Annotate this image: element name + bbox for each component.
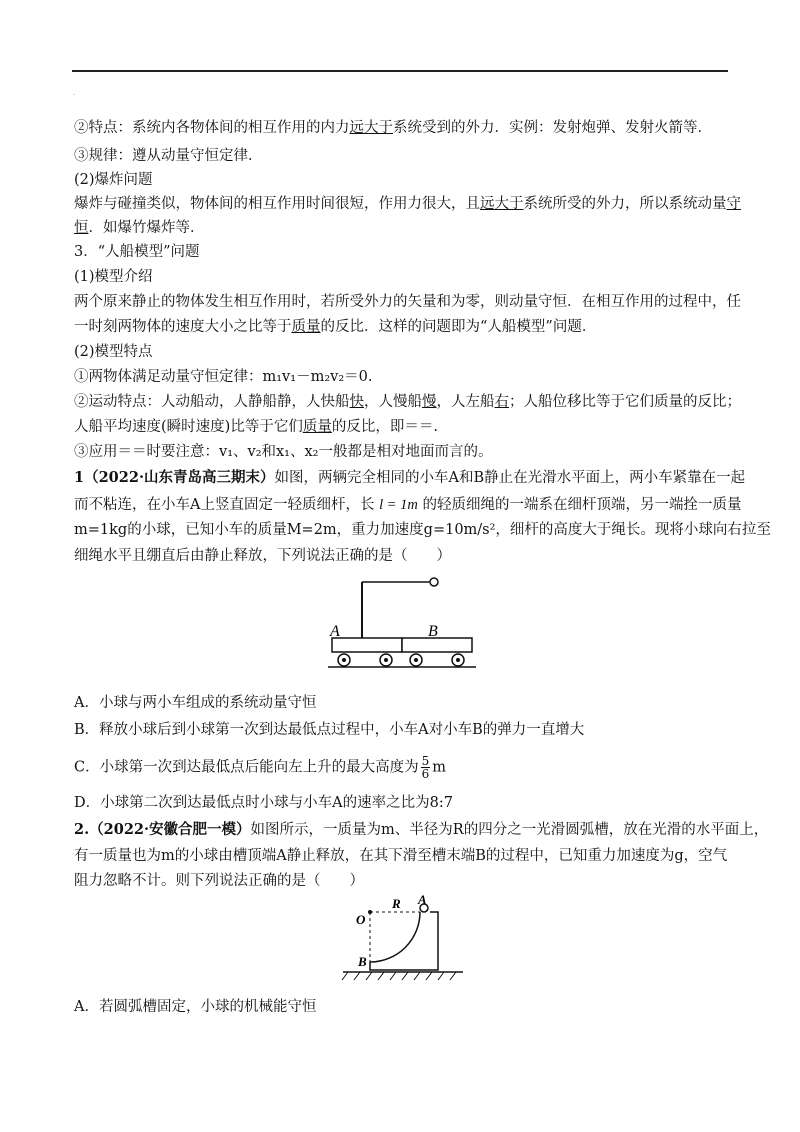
underlined-text: 远大于 — [480, 196, 524, 212]
underlined-text: 慢 — [422, 394, 437, 410]
q1-line-2 — [74, 495, 742, 515]
text-line-11: ①两物体满足动量守恒定律：m₁v₁－m₂v₂＝0. — [74, 369, 373, 385]
text: 人船平均速度(瞬时速度)比等于它们 — [74, 419, 303, 435]
underlined-text: 快 — [349, 394, 364, 410]
ball — [430, 578, 438, 586]
text: 系统受到的外力．实例：发射炮弹、发射火箭等． — [393, 120, 712, 136]
question-number: 1（2022·山东青岛高三期末） — [74, 469, 275, 486]
text-line-6: 3．“人船模型”问题 — [74, 244, 200, 260]
arc-surface — [370, 912, 420, 962]
text: 一时刻两物体的速度大小之比等于 — [74, 319, 292, 335]
underlined-text: 远大于 — [349, 120, 393, 136]
label-a: A — [330, 623, 340, 640]
text: 而不粘连，在小车A上竖直固定一轻质细杆，长 — [74, 497, 375, 513]
text: ②运动特点：人动船动，人静船静，人快船 — [74, 394, 350, 410]
label-b: B — [358, 954, 367, 969]
header-rule — [72, 70, 728, 72]
center-point — [368, 910, 372, 914]
text-line-1 — [74, 118, 712, 138]
ground-hatch — [342, 972, 456, 980]
underlined-text: 恒 — [74, 220, 89, 236]
q2-line-3: 阻力忽略不计。则下列说法正确的是（ ） — [74, 873, 364, 889]
text: ，人左船 — [436, 394, 495, 410]
text-line-8: 两个原来静止的物体发生相互作用时，若所受外力的矢量和为零，则动量守恒．在相互作用的过程中，任 — [74, 294, 741, 310]
question-number: 2.（2022·安徽合肥一模） — [74, 821, 251, 838]
carts-figure — [322, 574, 482, 674]
unit: m — [432, 759, 446, 776]
text-line-2: ③规律：遵从动量守恒定律． — [74, 148, 263, 164]
text: ；人船位移比等于它们质量的反比； — [509, 394, 741, 410]
text: 的轻质细绳的一端系在细杆顶端，另一端拴一质量 — [422, 497, 742, 513]
numerator: 5 — [421, 754, 430, 768]
q1-option-d: D．小球第二次到达最低点时小球与小车A的速率之比为8:7 — [74, 795, 453, 811]
axle — [414, 658, 418, 662]
text-line-14: ③应用＝＝时要注意：v₁、v₂和x₁、x₂一般都是相对地面而言的。 — [74, 444, 493, 460]
marker-dot: . — [73, 90, 75, 97]
text: ，人慢船 — [364, 394, 422, 410]
underlined-text: 右 — [494, 394, 509, 410]
label-a: A — [418, 894, 427, 907]
fraction — [421, 755, 431, 780]
cart-b — [402, 638, 472, 652]
label-b: B — [428, 623, 438, 640]
q1-option-c — [74, 755, 446, 780]
text: ②特点：系统内各物体间的相互作用的内力 — [74, 120, 350, 136]
q2-line-2: 有一质量也为m的小球由槽顶端A静止释放，在其下滑至槽末端B的过程中，已知重力加速度为g，空气 — [74, 848, 728, 864]
arc-groove-figure — [338, 894, 468, 994]
cart-a — [332, 638, 402, 652]
q2-option-a: A．若圆弧槽固定，小球的机械能守恒 — [74, 999, 317, 1015]
q1-option-a: A．小球与两小车组成的系统动量守恒 — [74, 695, 317, 711]
axle — [342, 658, 346, 662]
text: 爆炸与碰撞类似，物体间的相互作用时间很短，作用力很大，且 — [74, 196, 480, 212]
denominator: 6 — [421, 767, 430, 781]
text-line-12 — [74, 392, 741, 412]
text: 系统所受的外力，所以系统动量 — [523, 196, 727, 212]
q1-line-1 — [74, 468, 745, 488]
axle — [384, 658, 388, 662]
text-line-3: (2)爆炸问题 — [74, 172, 153, 188]
text-line-5 — [74, 218, 205, 238]
text-line-13 — [74, 417, 438, 437]
text-line-9 — [74, 317, 596, 337]
label-r: R — [392, 896, 401, 911]
text: 如图所示，一质量为m、半径为R的四分之一光滑圆弧槽，放在光滑的水平面上， — [250, 822, 769, 838]
text-line-4 — [74, 194, 741, 214]
text: C．小球第一次到达最低点后能向左上升的最大高度为 — [74, 759, 419, 776]
underlined-text: 守 — [726, 196, 741, 212]
text-line-10: (2)模型特点 — [74, 344, 153, 360]
q1-option-b: B．释放小球后到小球第一次到达最低点过程中，小车A对小车B的弹力一直增大 — [74, 722, 585, 738]
label-o: O — [356, 912, 366, 927]
text: ．如爆竹爆炸等． — [88, 220, 205, 236]
equation: l = 1m — [379, 497, 418, 513]
text: 的反比．这样的问题即为“人船模型”问题． — [320, 319, 597, 335]
q2-line-1 — [74, 820, 768, 840]
q1-line-3: m=1kg的小球，已知小车的质量M=2m，重力加速度g=10m/s²，细杆的高度大于绳长。现将小球向右拉至 — [74, 522, 771, 538]
text: 如图，两辆完全相同的小车A和B静止在光滑水平面上，两小车紧靠在一起 — [274, 470, 746, 486]
text: 的反比，即＝＝. — [331, 419, 438, 435]
underlined-text: 质量 — [302, 419, 332, 435]
underlined-text: 质量 — [291, 319, 321, 335]
text-line-7: (1)模型介绍 — [74, 269, 153, 285]
axle — [456, 658, 460, 662]
q1-line-4: 细绳水平且绷直后由静止释放，下列说法正确的是（ ） — [74, 548, 451, 564]
